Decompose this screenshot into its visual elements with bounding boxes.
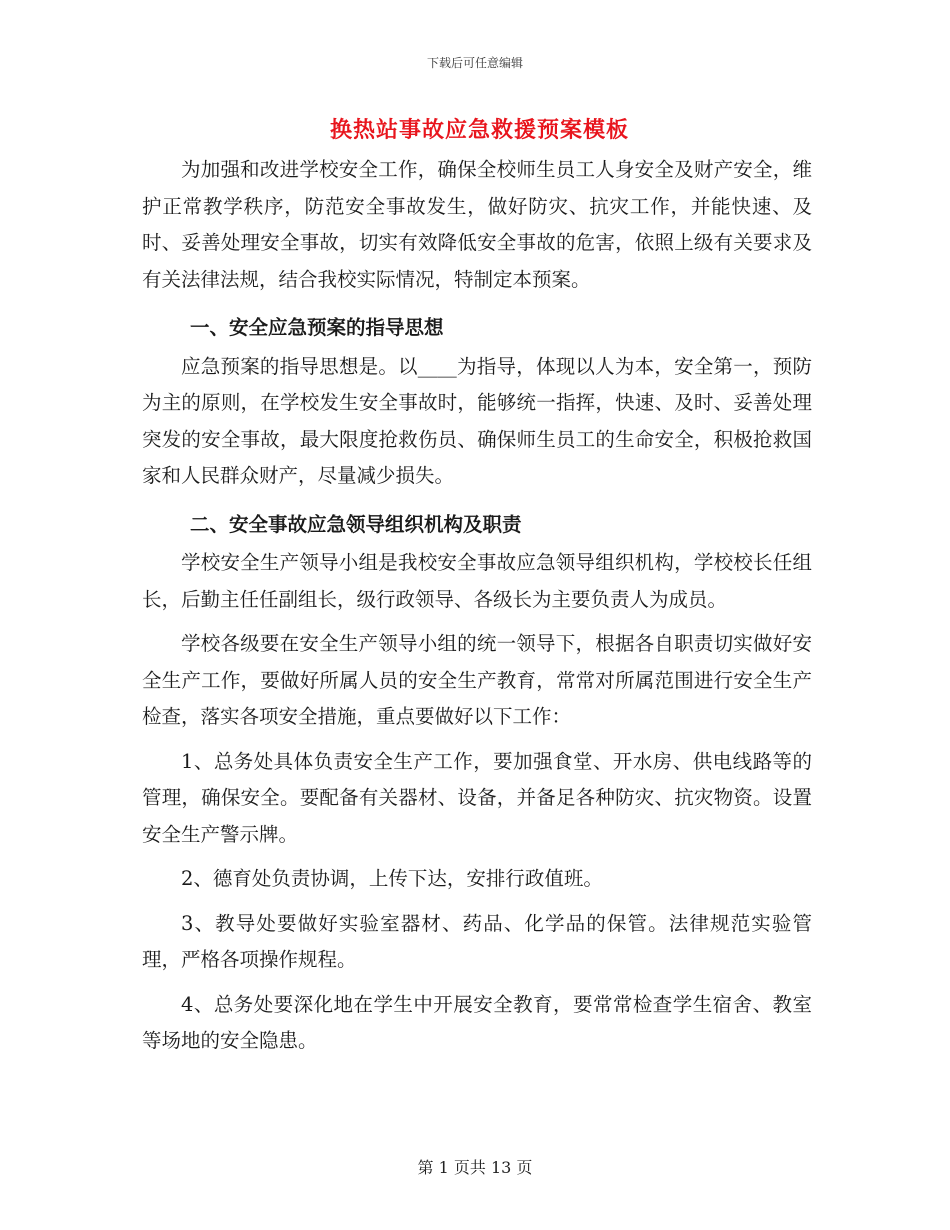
list-item-1: 1、总务处具体负责安全生产工作，要加强食堂、开水房、供电线路等的管理，确保安全。要配备有关器材、设备，并备足各种防灾、抗灾物资。设置安全生产警示牌。 [142,749,812,846]
document-body [142,152,812,1060]
section-2-paragraph-1: 学校安全生产领导小组是我校安全事故应急领导组织机构，学校校长任组长，后勤主任任副组长，级行政领导、各级长为主要负责人为成员。 [142,551,812,611]
page-header-note: 下载后可任意编辑 [426,56,523,70]
page-number-footer: 第 1 页共 13 页 [417,1158,533,1177]
list-item-3: 3、教导处要做好实验室器材、药品、化学品的保管。法律规范实验管理，严格各项操作规程。 [142,911,812,971]
section-2-paragraph-2: 学校各级要在安全生产领导小组的统一领导下，根据各自职责切实做好安全生产工作，要做好所属人员的安全生产教育，常常对所属范围进行安全生产检查，落实各项安全措施，重点要做好以下工作： [142,632,812,728]
section-2-heading: 二、安全事故应急领导组织机构及职责 [190,512,522,536]
section-1-heading: 一、安全应急预案的指导思想 [190,316,444,339]
document-title: 换热站事故应急救援预案模板 [330,117,630,143]
intro-paragraph: 为加强和改进学校安全工作，确保全校师生员工人身安全及财产安全，维护正常教学秩序，防范安全事故发生，做好防灾、抗灾工作，并能快速、及时、妥善处理安全事故，切实有效降低安全事故的危害，依照上级有关要求及有关法律法规，结合我校实际情况，特制定本预案。 [142,158,812,291]
list-item-2: 2、德育处负责协调，上传下达，安排行政值班。 [181,867,603,890]
section-1-paragraph: 应急预案的指导思想是。以____为指导，体现以人为本，安全第一，预防为主的原则，在学校发生安全事故时，能够统一指挥，快速、及时、妥善处理突发的安全事故，最大限度抢救伤员、确保师生员工的生命安全，积极抢救国家和人民群众财产，尽量减少损失。 [142,354,812,487]
list-item-4: 4、总务处要深化地在学生中开展安全教育，要常常检查学生宿舍、教室等场地的安全隐患。 [142,992,812,1052]
